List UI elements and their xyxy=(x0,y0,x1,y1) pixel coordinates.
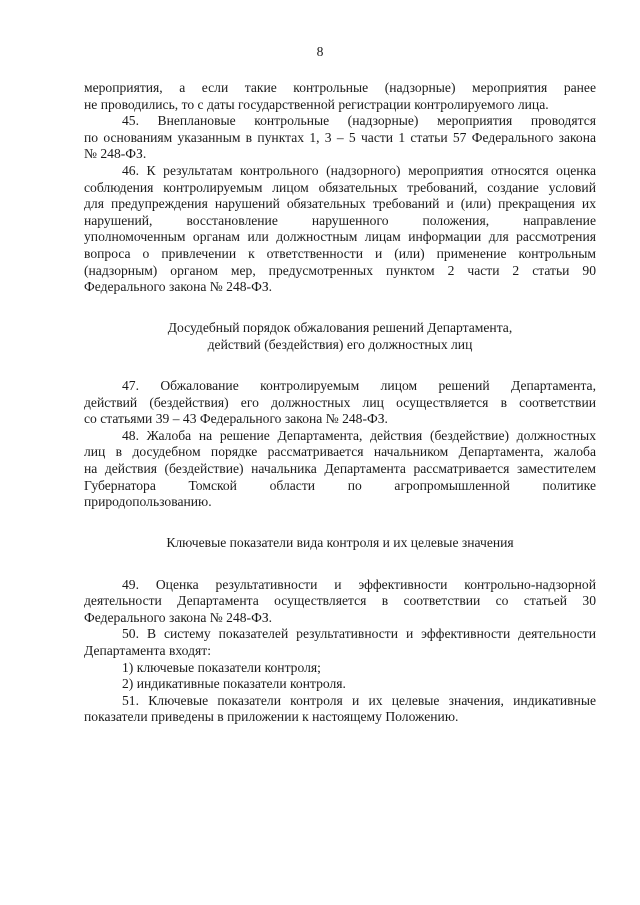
text-line: Федерального закона № 248-ФЗ. xyxy=(84,279,273,295)
heading-line: действий (бездействия) его должностных лиц xyxy=(207,336,473,352)
text-line: природопользованию. xyxy=(84,494,212,510)
text-line: показатели приведены в приложении к настоящему Положению. xyxy=(84,709,459,725)
text-line: (надзорным) органом мер, предусмотренных пунктом 2 части 2 статьи 90 xyxy=(84,262,596,278)
text-line: Департамента входят: xyxy=(84,643,211,658)
text-line: 47. Обжалование контролируемым лицом решений Департамента, xyxy=(122,378,596,394)
paragraph-51 xyxy=(84,693,596,726)
text-line: деятельности Департамента осуществляется в соответствии со статьей 30 xyxy=(84,593,596,609)
text-line: 46. К результатам контрольного (надзорного) мероприятия относятся оценка xyxy=(122,162,596,178)
text-line: для предупреждения нарушений обязательных требований и (или) прекращения их xyxy=(84,196,596,212)
text-line: 50. В систему показателей результативности и эффективности деятельности xyxy=(122,626,596,642)
text-line: со статьями 39 – 43 Федерального закона № 248-ФЗ. xyxy=(84,411,388,427)
document-body xyxy=(84,80,596,726)
heading-line: Ключевые показатели вида контроля и их целевые значения xyxy=(166,535,514,551)
text-line: уполномоченным органам или должностным лицам информации для рассмотрения xyxy=(84,229,596,245)
text-line: 49. Оценка результативности и эффективности контрольно-надзорной xyxy=(122,576,596,592)
text-line: Федерального закона № 248-ФЗ. xyxy=(84,609,273,625)
text-line: по основаниям указанным в пунктах 1, 3 – 5 части 1 статьи 57 Федерального закона xyxy=(84,129,596,145)
section-heading-appeal xyxy=(84,320,596,353)
text-line: мероприятия, а если такие контрольные (надзорные) мероприятия ранее xyxy=(84,80,596,95)
heading-line: Досудебный порядок обжалования решений Департамента, xyxy=(167,320,513,336)
paragraph-47 xyxy=(84,378,596,428)
text-line: не проводились, то с даты государственной регистрации контролируемого лица. xyxy=(84,96,549,112)
text-line: лиц в досудебном порядке рассматривается начальником Департамента, жалоба xyxy=(84,444,596,460)
list-item: 1) ключевые показатели контроля; xyxy=(122,659,321,675)
paragraph-45 xyxy=(84,113,596,163)
text-line: Губернатора Томской области по агропромышленной политике xyxy=(84,477,596,493)
paragraph-46 xyxy=(84,163,596,296)
paragraph-continuation xyxy=(84,80,596,113)
paragraph-50 xyxy=(84,626,596,692)
list-item: 2) индикативные показатели контроля. xyxy=(122,676,346,692)
page-number: 8 xyxy=(316,44,324,59)
text-line: нарушений, восстановление нарушенного положения, направление xyxy=(84,212,596,228)
text-line: № 248-ФЗ. xyxy=(84,146,147,162)
paragraph-49 xyxy=(84,577,596,627)
text-line: на действия (бездействие) начальника Департамента рассматривается заместителем xyxy=(84,461,596,477)
text-line: 45. Внеплановые контрольные (надзорные) мероприятия проводятся xyxy=(122,113,596,129)
text-line: действий (бездействия) его должностных лиц осуществляется в соответствии xyxy=(84,394,596,410)
section-heading-indicators xyxy=(84,535,596,552)
paragraph-48 xyxy=(84,428,596,511)
text-line: вопроса о привлечении к ответственности и (или) применение контрольным xyxy=(84,245,596,261)
text-line: соблюдения контролируемым лицом обязательных требований, создание условий xyxy=(84,179,596,195)
text-line: 51. Ключевые показатели контроля и их целевые значения, индикативные xyxy=(122,692,596,708)
text-line: 48. Жалоба на решение Департамента, действия (бездействие) должностных xyxy=(122,427,596,443)
